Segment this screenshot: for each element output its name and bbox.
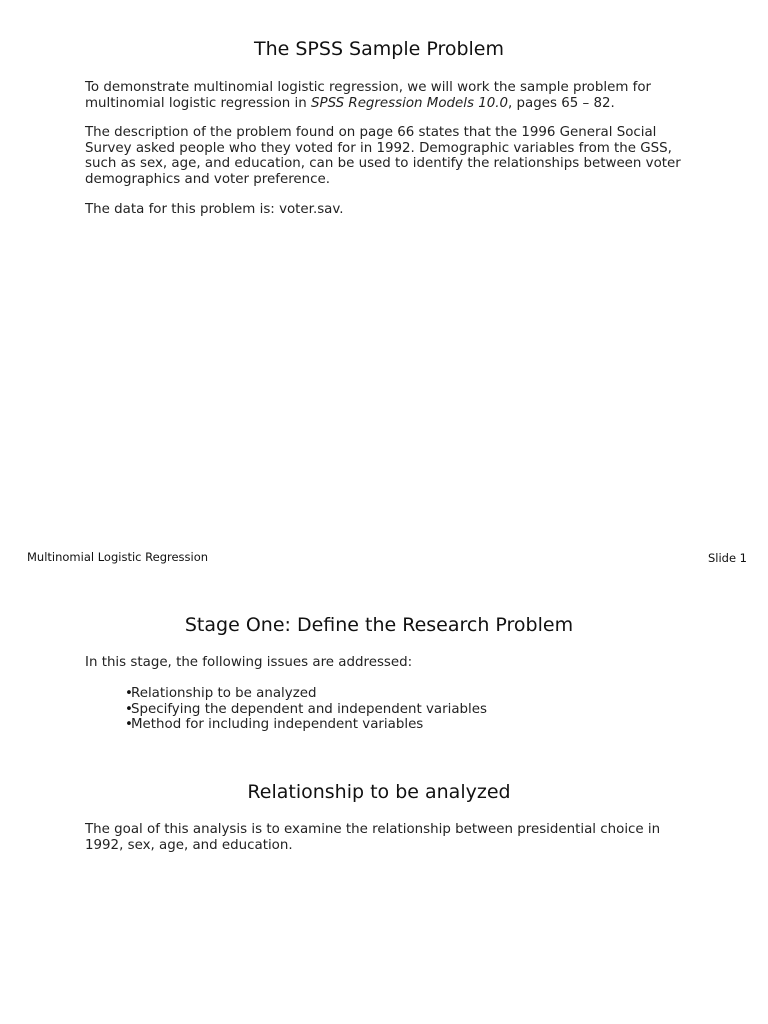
section-title: Relationship to be analyzed: [247, 781, 511, 803]
intro-line-2-prefix: multinomial logistic regression in: [85, 95, 312, 111]
bullet-item-text: Relationship to be analyzed: [131, 686, 317, 701]
footer-title: Multinomial Logistic Regression: [27, 550, 209, 564]
bullet-item: [125, 702, 487, 718]
slide-1-title: The SPSS Sample Problem: [253, 38, 504, 60]
bullet-item-text: Method for including independent variables: [131, 717, 424, 732]
bullet-item-text: Specifying the dependent and independent variables: [131, 701, 487, 717]
intro-line-2-suffix: , pages 65 – 82.: [508, 95, 615, 111]
intro-paragraph: [85, 80, 685, 111]
problem-description-line-2: Survey asked people who they voted for in 1992. Demographic variables from the GSS,: [85, 140, 672, 156]
problem-description-line-1: The description of the problem found on page 66 states that the 1996 General Social: [85, 125, 657, 140]
stage-intro: In this stage, the following issues are addressed:: [85, 655, 413, 670]
bullet-mark: •: [125, 717, 133, 732]
issues-bullet-list: [125, 686, 487, 733]
book-title: SPSS Regression Models 10.0: [311, 95, 509, 111]
problem-description-line-4: demographics and voter preference.: [85, 171, 330, 187]
intro-line-2: [85, 96, 685, 112]
bullet-mark: •: [125, 686, 133, 701]
intro-line-1: To demonstrate multinomial logistic regression, we will work the sample problem for: [85, 80, 652, 95]
slide-number: Slide 1: [707, 551, 747, 565]
bullet-mark: •: [125, 701, 133, 717]
data-file-paragraph: The data for this problem is: voter.sav.: [85, 202, 344, 217]
bullet-item: [125, 686, 487, 702]
bullet-item: [125, 717, 487, 733]
problem-description-paragraph: [85, 125, 685, 187]
analysis-goal-line-1: The goal of this analysis is to examine the relationship between presidential choice in: [85, 822, 661, 837]
slide-2-title: Stage One: Define the Research Problem: [184, 614, 574, 636]
analysis-goal-paragraph: [85, 822, 685, 853]
analysis-goal-line-2: 1992, sex, age, and education.: [85, 837, 293, 853]
problem-description-line-3: such as sex, age, and education, can be used to identify the relationships between voter: [85, 156, 681, 171]
